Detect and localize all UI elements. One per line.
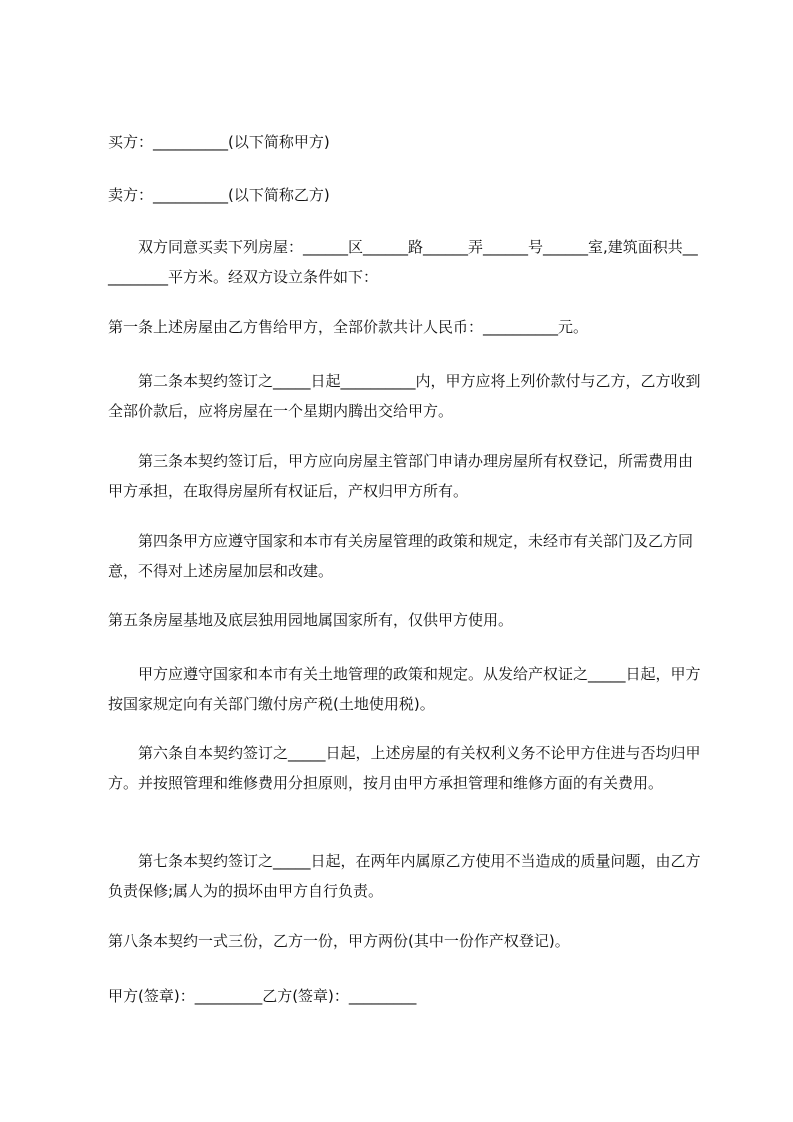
article-2: 第二条本契约签订之_____日起__________内，甲方应将上列价款付与乙方，乙方收到全部价款后，应将房屋在一个星期内腾出交给甲方。	[108, 372, 701, 420]
article-6: 第六条自本契约签订之_____日起，上述房屋的有关权利义务不论甲方住进与否均归甲方。并按照管理和维修费用分担原则，按月由甲方承担管理和维修方面的有关费用。	[108, 744, 701, 792]
article-3: 第三条本契约签订后，甲方应向房屋主管部门申请办理房屋所有权登记，所需费用由甲方承担，在取得房屋所有权证后，产权归甲方所有。	[108, 452, 694, 500]
buyer-line: 买方：__________(以下简称甲方)	[108, 133, 330, 151]
article-5: 第五条房屋基地及底层独用园地属国家所有，仅供甲方使用。	[108, 611, 514, 629]
signature-line: 甲方(签章)：_________乙方(签章)：_________	[108, 987, 417, 1005]
article-8: 第八条本契约一式三份，乙方一份，甲方两份(其中一份作产权登记)。	[108, 932, 570, 950]
article-4: 第四条甲方应遵守国家和本市有关房屋管理的政策和规定，未经市有关部门及乙方同意，不得对上述房屋加层和改建。	[108, 532, 694, 580]
article-5-detail: 甲方应遵守国家和本市有关土地管理的政策和规定。从发给产权证之_____日起，甲方按国家规定向有关部门缴付房产税(土地使用税)。	[108, 665, 701, 713]
article-1: 第一条上述房屋由乙方售给甲方，全部价款共计人民币：__________元。	[108, 318, 589, 336]
intro-paragraph: 双方同意买卖下列房屋：______区______路______弄______号______室,建筑面积共__________平方米。经双方设立条件如下：	[108, 238, 698, 286]
article-7: 第七条本契约签订之_____日起，在两年内属原乙方使用不当造成的质量问题，由乙方负责保修;属人为的损坏由甲方自行负责。	[108, 852, 701, 900]
seller-line: 卖方：__________(以下简称乙方)	[108, 186, 330, 204]
